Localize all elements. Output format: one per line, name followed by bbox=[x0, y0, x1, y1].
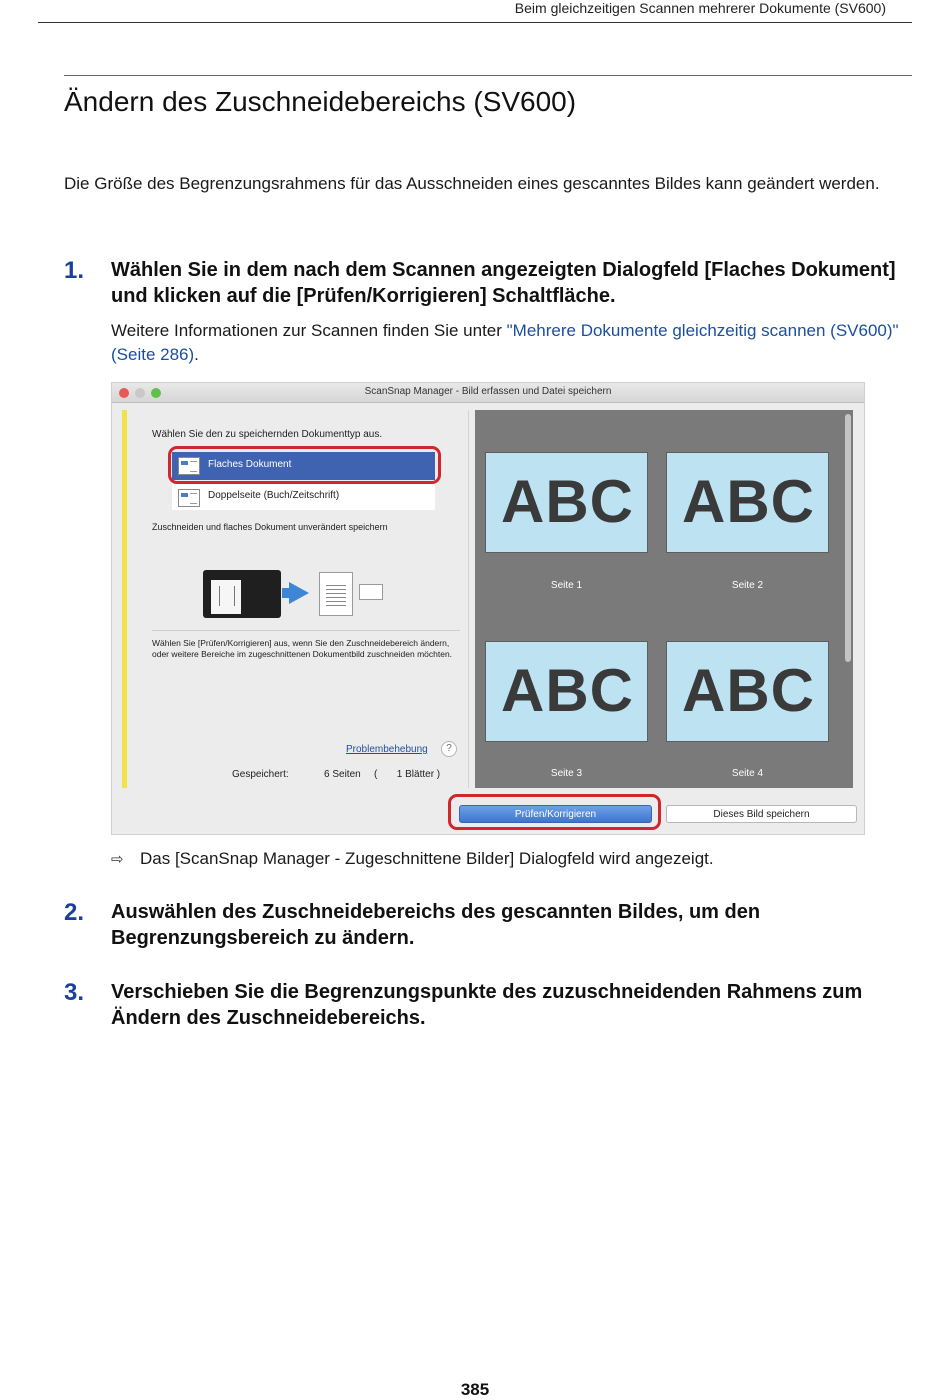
thumbnail-label: Seite 2 bbox=[731, 580, 764, 591]
title-rule bbox=[64, 75, 912, 76]
highlight-ring bbox=[168, 446, 441, 484]
result-text: Das [ScanSnap Manager - Zugeschnittene Bilder] Dialogfeld wird angezeigt. bbox=[140, 849, 714, 868]
cross-reference-link[interactable]: "Mehrere Dokumente gleichzeitig scannen (SV600)" (Seite 286) bbox=[111, 321, 899, 364]
step-text: Wählen Sie in dem nach dem Scannen angezeigten Dialogfeld [Flaches Dokument] und klicken auf die [Prüfen/Korrigieren] Schaltfläche. bbox=[111, 259, 896, 307]
page-title: Ändern des Zuschneidebereichs (SV600) bbox=[64, 86, 577, 117]
thumbnail-text: ABC bbox=[682, 657, 815, 724]
option-label: Doppelseite (Buch/Zeitschrift) bbox=[208, 490, 340, 501]
thumbnail-text: ABC bbox=[501, 468, 634, 535]
step-number: 2. bbox=[64, 899, 85, 926]
intro-paragraph: Die Größe des Begrenzungsrahmens für das Ausschneiden eines gescanntes Bildes kann geändert werden. bbox=[64, 174, 880, 193]
thumbnail-label: Seite 4 bbox=[731, 768, 764, 779]
highlight-ring bbox=[448, 794, 661, 830]
option-description: Zuschneiden und flaches Dokument unverändert speichern bbox=[152, 522, 388, 532]
dialog-screenshot bbox=[111, 382, 865, 835]
window-title: ScanSnap Manager - Bild erfassen und Datei speichern bbox=[364, 386, 612, 397]
page-thumbnail[interactable] bbox=[485, 452, 648, 553]
saved-pages: 6 Seiten bbox=[324, 769, 361, 780]
help-icon[interactable]: ? bbox=[441, 741, 457, 757]
option-double-page[interactable] bbox=[172, 484, 435, 510]
panel-hint: Wählen Sie [Prüfen/Korrigieren] aus, wenn Sie den Zuschneidebereich ändern, oder weitere Bereiche im zugeschnittenen Dokumentbild zuschneiden möchten. bbox=[152, 638, 453, 659]
note-text: Weitere Informationen zur Scannen finden Sie unter bbox=[111, 321, 507, 340]
step-text: Auswählen des Zuschneidebereichs des gescannten Bildes, um den Begrenzungsbereich zu ändern. bbox=[111, 901, 761, 949]
troubleshooting-link[interactable]: Problembehebung bbox=[346, 744, 428, 755]
saved-sheets: ( 1 Blätter ) bbox=[374, 769, 441, 780]
arrow-icon-head bbox=[289, 582, 309, 604]
preview-scrollbar[interactable] bbox=[845, 414, 851, 662]
thumbnail-label: Seite 3 bbox=[550, 768, 583, 779]
page-thumbnail[interactable] bbox=[485, 641, 648, 742]
page-number: 385 bbox=[460, 1380, 490, 1399]
book-icon bbox=[178, 489, 200, 507]
step-text: Verschieben Sie die Begrenzungspunkte des zuzuschneidenden Rahmens zum Ändern des Zuschneidebereichs. bbox=[111, 981, 863, 1029]
option-label: Flaches Dokument bbox=[208, 459, 292, 470]
saved-label: Gespeichert: bbox=[232, 769, 289, 780]
panel-divider bbox=[152, 630, 460, 631]
thumbnail-label: Seite 1 bbox=[550, 580, 583, 591]
page-thumbnail[interactable] bbox=[666, 452, 829, 553]
preview-area bbox=[475, 410, 853, 788]
step-number: 3. bbox=[64, 979, 85, 1006]
result-arrow-icon: ⇨ bbox=[111, 851, 124, 868]
result-line bbox=[111, 849, 714, 869]
window-titlebar bbox=[112, 383, 864, 403]
scanner-illustration bbox=[203, 570, 281, 618]
page-thumbnail[interactable] bbox=[666, 641, 829, 742]
header-rule bbox=[38, 22, 912, 23]
card-illustration bbox=[359, 584, 383, 600]
note-period: . bbox=[194, 345, 199, 364]
panel-heading: Wählen Sie den zu speichernden Dokumenttyp aus. bbox=[152, 429, 383, 440]
save-image-button[interactable]: Dieses Bild speichern bbox=[666, 805, 857, 823]
document-type-panel bbox=[122, 410, 469, 788]
document-illustration bbox=[319, 572, 353, 616]
check-correct-button[interactable]: Prüfen/Korrigieren bbox=[459, 805, 652, 823]
step-note bbox=[111, 319, 901, 367]
thumbnail-text: ABC bbox=[682, 468, 815, 535]
thumbnail-text: ABC bbox=[501, 657, 634, 724]
step-number: 1. bbox=[64, 257, 85, 284]
running-header: Beim gleichzeitigen Scannen mehrerer Dokumente (SV600) bbox=[514, 0, 886, 16]
